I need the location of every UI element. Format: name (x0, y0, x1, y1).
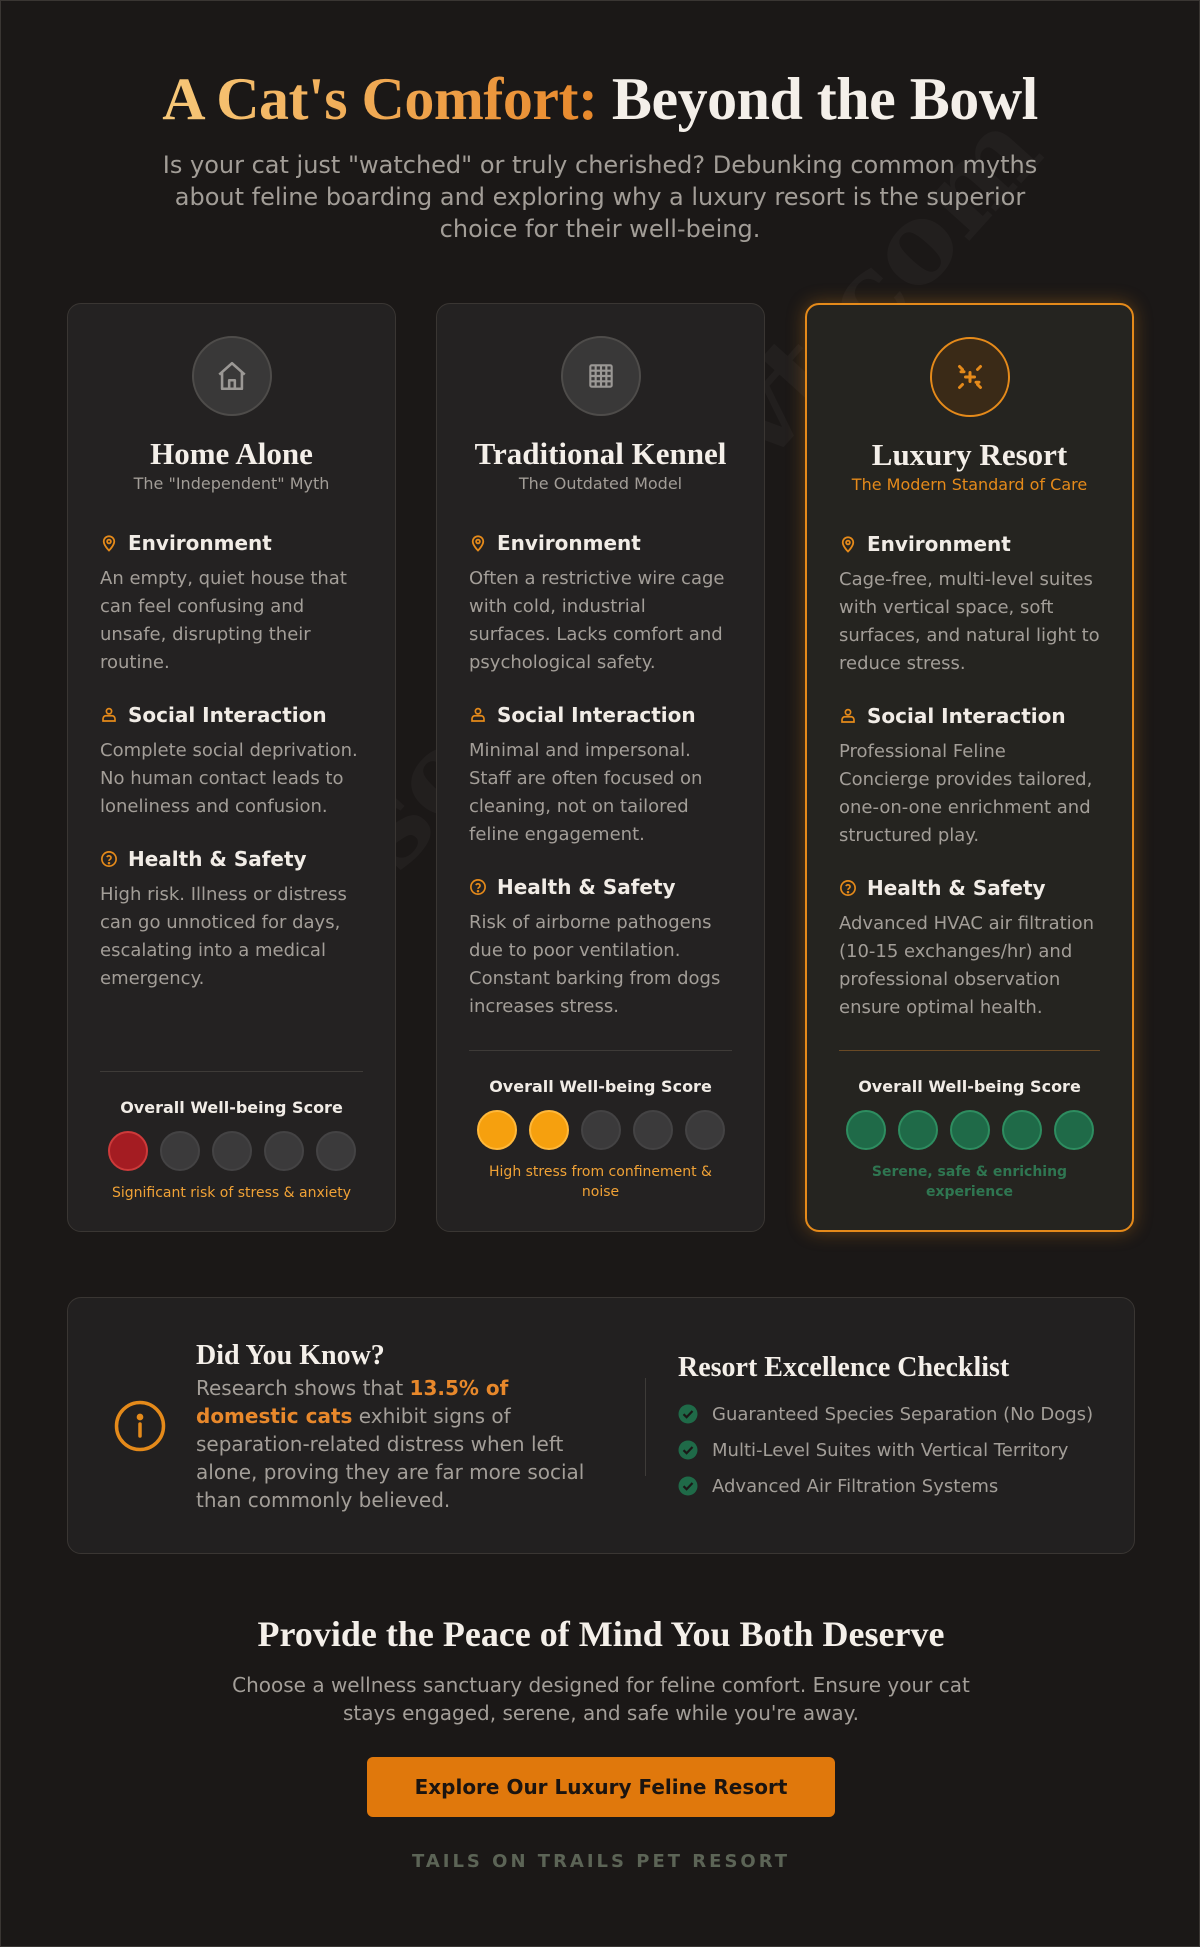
section-environment (839, 532, 1100, 678)
score-dots (839, 1110, 1100, 1150)
score-dot-filled (1002, 1110, 1042, 1150)
check-circle-icon (678, 1476, 698, 1496)
score-dot-filled (1054, 1110, 1094, 1150)
section-text: Risk of airborne pathogens due to poor ventilation. Constant barking from dogs increases stress. (469, 912, 721, 1017)
score-dot-filled (477, 1110, 517, 1150)
divider (645, 1378, 646, 1476)
check-circle-icon (678, 1404, 698, 1424)
cta-text: Choose a wellness sanctuary designed for feline comfort. Ensure your cat stays engaged, serene, and safe while you're away. (232, 1673, 970, 1725)
cta-title: Provide the Peace of Mind You Both Deserve (257, 1614, 945, 1654)
card-title: Traditional Kennel (474, 436, 727, 471)
page-title (1, 63, 1199, 135)
score-dot-filled (529, 1110, 569, 1150)
help-circle-icon (469, 878, 487, 896)
section-environment (100, 531, 363, 677)
location-pin-icon (469, 534, 487, 552)
text-after: exhibit signs of separation-related distress when left alone, proving they are far more social than commonly believed. (196, 1404, 585, 1512)
checklist-item (678, 1396, 1093, 1432)
card-subtitle: The Outdated Model (518, 474, 683, 493)
card-luxury-resort (805, 303, 1134, 1232)
did-you-know-text (196, 1374, 616, 1514)
section-heading: Social Interaction (867, 704, 1066, 728)
section-heading: Environment (497, 531, 641, 555)
section-text: An empty, quiet house that can feel confusing and unsafe, disrupting their routine. (100, 568, 347, 673)
location-pin-icon (100, 534, 118, 552)
card-traditional-kennel (436, 303, 765, 1232)
section-social (100, 703, 363, 821)
card-title: Home Alone (150, 436, 313, 471)
checklist-title: Resort Excellence Checklist (678, 1352, 1010, 1383)
score-dot-empty (264, 1131, 304, 1171)
help-circle-icon (839, 879, 857, 897)
text-before: Research shows that (196, 1376, 410, 1400)
section-text: Complete social deprivation. No human contact leads to loneliness and confusion. (100, 740, 358, 817)
page-header (1, 1, 1199, 245)
people-icon (100, 706, 118, 724)
section-heading: Environment (128, 531, 272, 555)
comparison-cards (67, 303, 1135, 1232)
section-text: Advanced HVAC air filtration (10-15 exchanges/hr) and professional observation ensure optimal health. (839, 913, 1095, 1018)
score-dot-empty (685, 1110, 725, 1150)
sparkle-icon (930, 337, 1010, 417)
wellbeing-score (469, 1050, 732, 1202)
people-icon (839, 707, 857, 725)
section-environment (469, 531, 732, 677)
checklist-item-label: Advanced Air Filtration Systems (712, 1475, 999, 1497)
wellbeing-score (100, 1071, 363, 1203)
section-text: Often a restrictive wire cage with cold, industrial surfaces. Lacks comfort and psychological safety. (469, 568, 725, 673)
score-label: Overall Well-being Score (489, 1077, 712, 1096)
did-you-know (196, 1340, 616, 1514)
score-dot-filled (898, 1110, 938, 1150)
score-note: Significant risk of stress & anxiety (111, 1185, 352, 1201)
score-dot-empty (160, 1131, 200, 1171)
checklist-item (678, 1468, 1093, 1504)
section-text: Professional Feline Concierge provides tailored, one-on-one enrichment and structured play. (839, 741, 1093, 846)
page-subtitle: Is your cat just "watched" or truly cherished? Debunking common myths about feline boarding and exploring why a luxury resort is the superior choice for their well-being. (162, 151, 1038, 243)
score-dot-empty (581, 1110, 621, 1150)
section-health (839, 876, 1100, 1022)
score-dot-empty (316, 1131, 356, 1171)
home-icon (192, 336, 272, 416)
section-health (100, 847, 363, 993)
section-heading: Health & Safety (128, 847, 307, 871)
section-social (839, 704, 1100, 850)
card-subtitle: The Modern Standard of Care (851, 475, 1088, 494)
section-text: Minimal and impersonal. Staff are often focused on cleaning, not on tailored feline engagement. (469, 740, 703, 845)
section-text: Cage-free, multi-level suites with vertical space, soft surfaces, and natural light to reduce stress. (839, 569, 1100, 674)
section-social (469, 703, 732, 849)
score-note: Serene, safe & enriching experience (871, 1164, 1068, 1200)
call-to-action (1, 1613, 1200, 1872)
people-icon (469, 706, 487, 724)
section-health (469, 875, 732, 1021)
info-panel (67, 1297, 1135, 1554)
checklist (678, 1352, 1093, 1504)
score-dots (469, 1110, 732, 1150)
stat-highlight: 13.5% of domestic cats (196, 1376, 509, 1428)
card-subtitle: The "Independent" Myth (133, 474, 330, 493)
section-heading: Social Interaction (497, 703, 696, 727)
score-dot-filled (950, 1110, 990, 1150)
checklist-item (678, 1432, 1093, 1468)
checklist-item-label: Guaranteed Species Separation (No Dogs) (712, 1403, 1094, 1425)
check-circle-icon (678, 1440, 698, 1460)
footer-brand: TAILS ON TRAILS PET RESORT (411, 1851, 791, 1872)
title-accent: A Cat's Comfort: (162, 66, 598, 132)
card-title: Luxury Resort (871, 437, 1068, 472)
checklist-items (678, 1396, 1093, 1504)
section-heading: Social Interaction (128, 703, 327, 727)
checklist-item-label: Multi-Level Suites with Vertical Territory (712, 1439, 1069, 1461)
score-dot-empty (212, 1131, 252, 1171)
section-heading: Environment (867, 532, 1011, 556)
score-dots (100, 1131, 363, 1171)
score-label: Overall Well-being Score (120, 1098, 343, 1117)
score-dot-filled (108, 1131, 148, 1171)
cage-grid-icon (561, 336, 641, 416)
section-text: High risk. Illness or distress can go unnoticed for days, escalating into a medical emergency. (100, 884, 347, 989)
section-heading: Health & Safety (497, 875, 676, 899)
score-dot-empty (633, 1110, 673, 1150)
explore-resort-button[interactable]: Explore Our Luxury Feline Resort (367, 1757, 835, 1817)
help-circle-icon (100, 850, 118, 868)
did-you-know-title: Did You Know? (196, 1340, 385, 1371)
title-rest: Beyond the Bowl (611, 66, 1038, 132)
score-label: Overall Well-being Score (858, 1077, 1081, 1096)
section-heading: Health & Safety (867, 876, 1046, 900)
card-home-alone (67, 303, 396, 1232)
score-note: High stress from confinement & noise (489, 1164, 712, 1200)
location-pin-icon (839, 535, 857, 553)
score-dot-filled (846, 1110, 886, 1150)
wellbeing-score (839, 1050, 1100, 1202)
info-icon (114, 1400, 166, 1452)
